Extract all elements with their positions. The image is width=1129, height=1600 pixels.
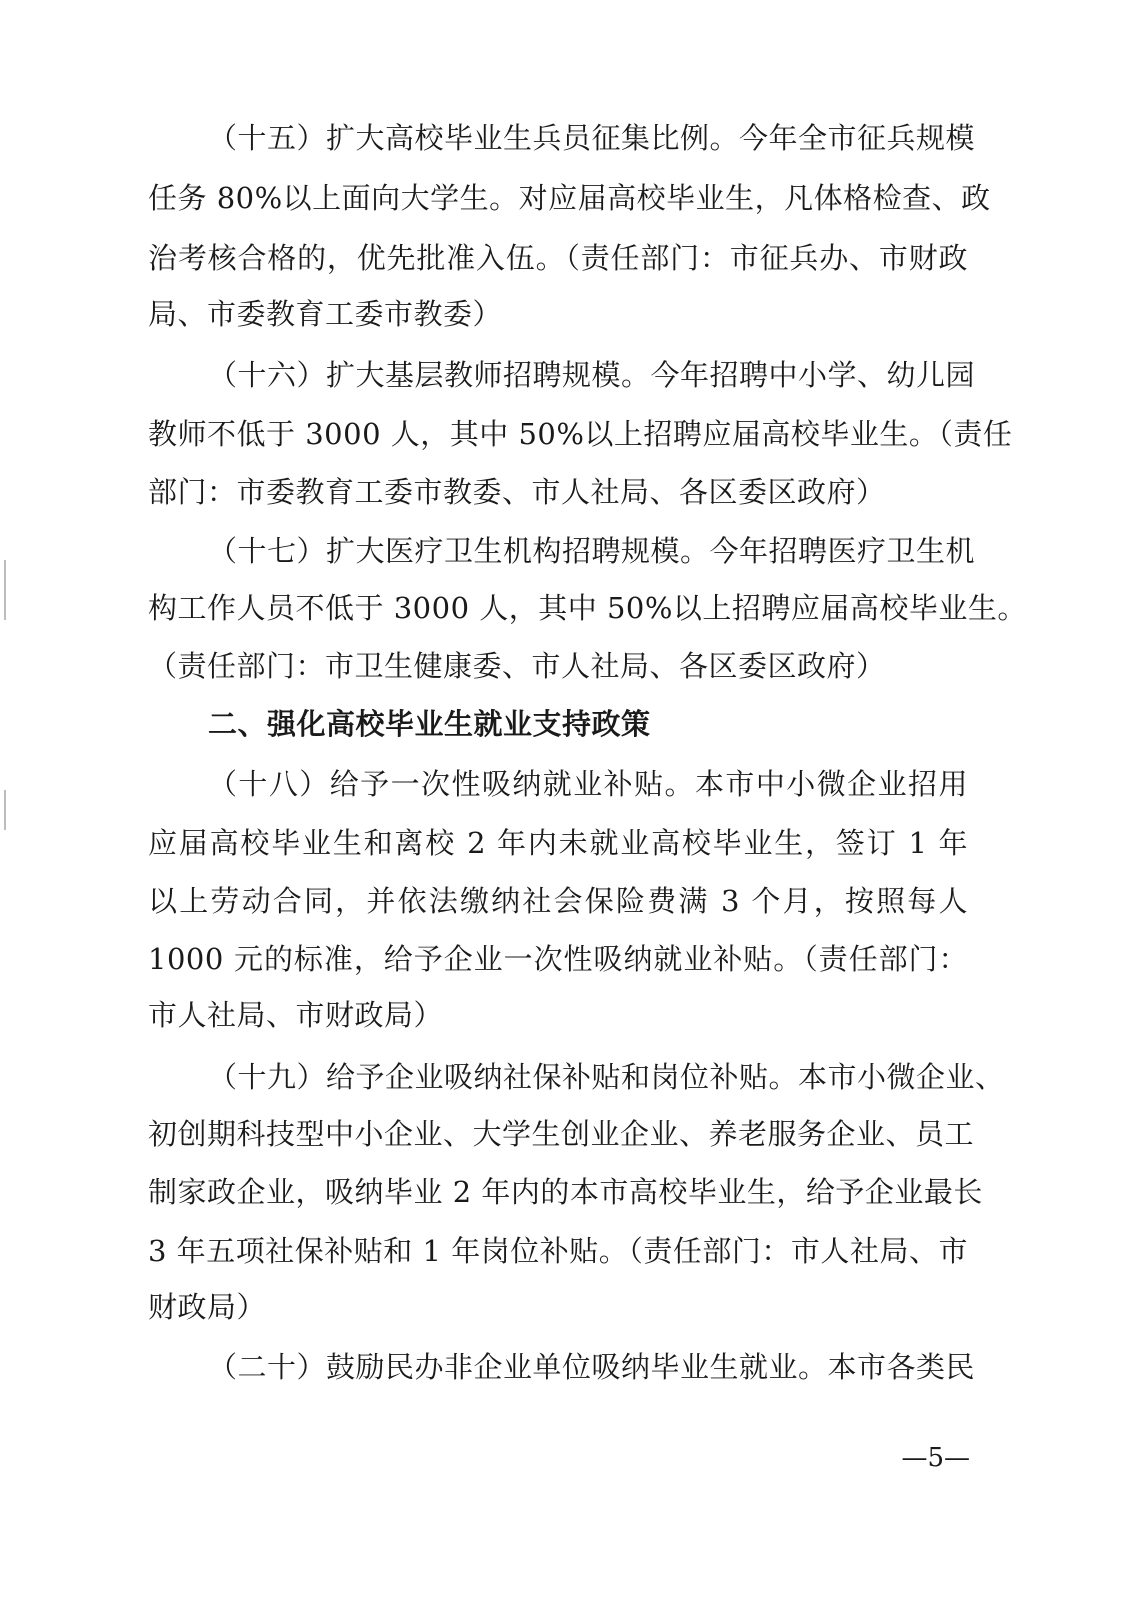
paragraph-17-line-1: （十七）扩大医疗卫生机构招聘规模。今年招聘医疗卫生机 [208, 534, 976, 568]
paragraph-19-line-3: 制家政企业，吸纳毕业 2 年内的本市高校毕业生，给予企业最长 [148, 1175, 983, 1209]
paragraph-16-line-1: （十六）扩大基层教师招聘规模。今年招聘中小学、幼儿园 [208, 358, 976, 392]
paragraph-18-line-2: 应届高校毕业生和离校 2 年内未就业高校毕业生，签订 1 年 [148, 826, 968, 860]
paragraph-18-line-5: 市人社局、市财政局） [148, 998, 444, 1032]
paragraph-15-line-1: （十五）扩大高校毕业生兵员征集比例。今年全市征兵规模 [208, 121, 976, 155]
paragraph-15-line-3: 治考核合格的，优先批准入伍。（责任部门：市征兵办、市财政 [148, 241, 968, 275]
paragraph-19-line-4: 3 年五项社保补贴和 1 年岗位补贴。（责任部门：市人社局、市 [148, 1234, 968, 1268]
section-heading: 二、强化高校毕业生就业支持政策 [208, 707, 651, 741]
paragraph-19-line-1: （十九）给予企业吸纳社保补贴和岗位补贴。本市小微企业、 [208, 1060, 1005, 1094]
paragraph-19-line-5: 财政局） [148, 1290, 267, 1324]
paragraph-16-line-2: 教师不低于 3000 人，其中 50%以上招聘应届高校毕业生。（责任 [148, 417, 1013, 451]
page-number: —5— [901, 1443, 970, 1473]
scan-edge-mark [4, 790, 6, 830]
paragraph-20-line-1: （二十）鼓励民办非企业单位吸纳毕业生就业。本市各类民 [208, 1350, 976, 1384]
paragraph-17-line-3: （责任部门：市卫生健康委、市人社局、各区委区政府） [148, 649, 886, 683]
paragraph-16-line-3: 部门：市委教育工委市教委、市人社局、各区委区政府） [148, 475, 886, 509]
paragraph-19-line-2: 初创期科技型中小企业、大学生创业企业、养老服务企业、员工 [148, 1117, 975, 1151]
paragraph-18-line-1: （十八）给予一次性吸纳就业补贴。本市中小微企业招用 [208, 767, 968, 801]
paragraph-15-line-4: 局、市委教育工委市教委） [148, 297, 503, 331]
paragraph-15-line-2: 任务 80%以上面向大学生。对应届高校毕业生，凡体格检查、政 [148, 181, 991, 215]
paragraph-18-line-3: 以上劳动合同，并依法缴纳社会保险费满 3 个月，按照每人 [148, 884, 968, 918]
paragraph-18-line-4: 1000 元的标准，给予企业一次性吸纳就业补贴。（责任部门： [148, 942, 968, 976]
scan-edge-mark [4, 560, 6, 620]
paragraph-17-line-2: 构工作人员不低于 3000 人，其中 50%以上招聘应届高校毕业生。 [148, 591, 1027, 625]
